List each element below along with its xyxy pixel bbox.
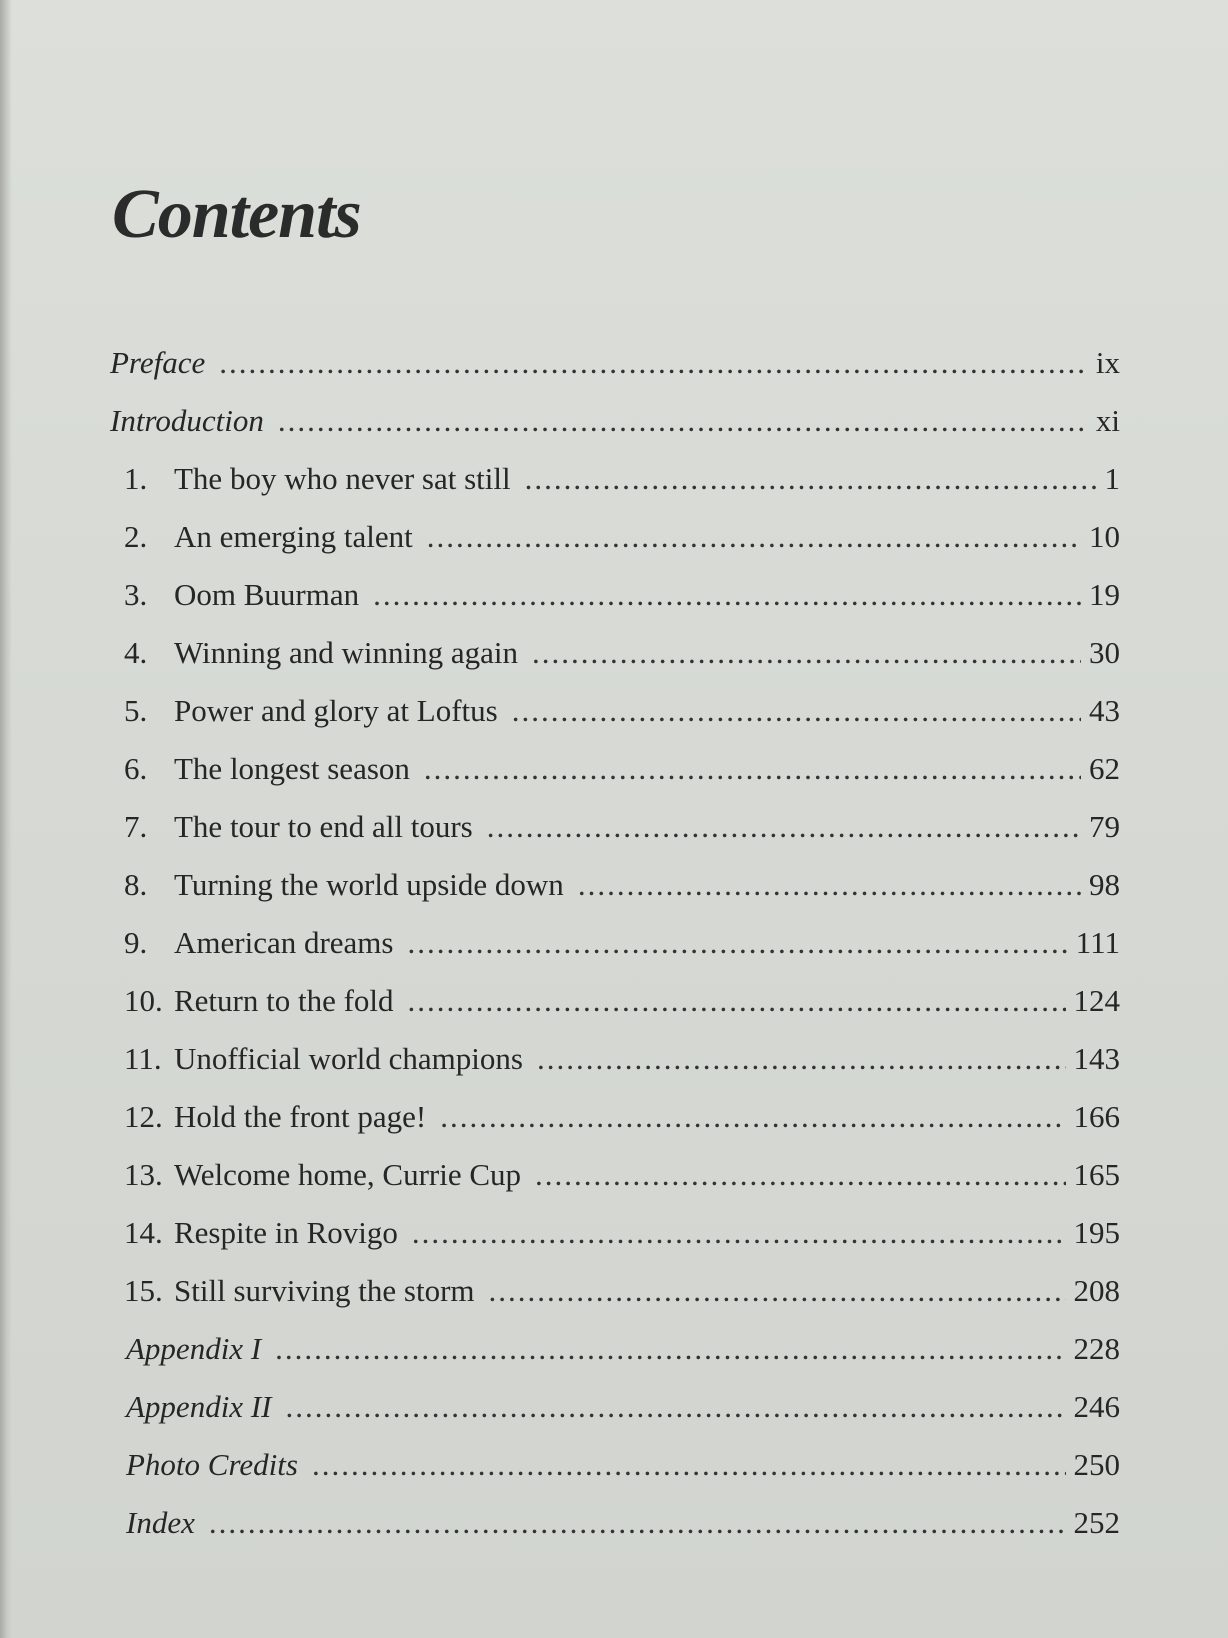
dot-leader — [535, 1157, 1065, 1193]
toc-entry — [110, 403, 1120, 461]
entry-title: Turning the world upside down — [174, 867, 564, 902]
toc-entry — [110, 1505, 1120, 1563]
dot-leader — [440, 1099, 1065, 1135]
entry-title: Hold the front page! — [174, 1099, 427, 1134]
page-number: 166 — [1073, 1099, 1120, 1134]
dot-leader — [537, 1041, 1066, 1077]
toc-entry — [110, 1157, 1120, 1215]
page-title: Contents — [112, 176, 361, 253]
toc-entry-label — [124, 461, 511, 497]
dot-leader — [427, 519, 1081, 555]
toc-entry-label — [124, 925, 393, 961]
page-number: 10 — [1089, 519, 1120, 554]
page-number: 208 — [1073, 1273, 1120, 1308]
page-number: 1 — [1104, 461, 1120, 496]
toc-entry-label — [124, 635, 518, 671]
chapter-number: 7. — [124, 809, 148, 844]
chapter-number: 2. — [124, 519, 148, 554]
page-number: 30 — [1089, 635, 1120, 670]
toc-entry-label — [126, 1505, 195, 1541]
chapter-number: 14. — [124, 1215, 163, 1250]
entry-title: The tour to end all tours — [174, 809, 473, 844]
page-number: 62 — [1089, 751, 1120, 786]
page-number: 124 — [1073, 983, 1120, 1018]
toc-entry — [110, 461, 1120, 519]
dot-leader — [578, 867, 1081, 903]
toc-entry — [110, 345, 1120, 403]
entry-title: Preface — [110, 345, 206, 380]
entry-title: Photo Credits — [126, 1447, 298, 1482]
toc-entry-label — [110, 345, 205, 381]
toc-entry-label — [124, 751, 410, 787]
chapter-number: 9. — [124, 925, 148, 960]
chapter-number: 10. — [124, 983, 163, 1018]
dot-leader — [408, 983, 1066, 1019]
toc-entry — [110, 635, 1120, 693]
page-number: 19 — [1089, 577, 1120, 612]
page-number: 111 — [1075, 925, 1120, 960]
toc-entry — [110, 751, 1120, 809]
entry-title: The longest season — [174, 751, 410, 786]
page-number: ix — [1095, 345, 1120, 380]
entry-title: Winning and winning again — [174, 635, 518, 670]
toc-entry-label — [110, 403, 264, 439]
toc-entry-label — [124, 809, 473, 845]
toc-entry-label — [126, 1447, 298, 1483]
page-number: 98 — [1089, 867, 1120, 902]
toc-entry-label — [124, 693, 498, 729]
dot-leader — [407, 925, 1067, 961]
toc-entry-label — [124, 983, 394, 1019]
toc-entry — [110, 983, 1120, 1041]
entry-title: Respite in Rovigo — [174, 1215, 398, 1250]
toc-entry — [110, 867, 1120, 925]
entry-title: Still surviving the storm — [174, 1273, 475, 1308]
toc-entry — [110, 693, 1120, 751]
toc-entry-label — [124, 519, 413, 555]
entry-title: Appendix I — [126, 1331, 262, 1366]
page-number: 252 — [1073, 1505, 1120, 1540]
toc-entry — [110, 1389, 1120, 1447]
dot-leader — [312, 1447, 1066, 1483]
dot-leader — [487, 809, 1081, 845]
entry-title: Oom Buurman — [174, 577, 360, 612]
dot-leader — [209, 1505, 1066, 1541]
entry-title: Introduction — [110, 403, 264, 438]
entry-title: Unofficial world champions — [174, 1041, 523, 1076]
toc-entry — [110, 809, 1120, 867]
toc-entry — [110, 519, 1120, 577]
toc-entry — [110, 1331, 1120, 1389]
entry-title: Appendix II — [126, 1389, 272, 1424]
page-number: 250 — [1073, 1447, 1120, 1482]
chapter-number: 4. — [124, 635, 148, 670]
toc-entry — [110, 925, 1120, 983]
page-number: 165 — [1073, 1157, 1120, 1192]
toc-entry-label — [126, 1389, 271, 1425]
toc-entry — [110, 1447, 1120, 1505]
toc-entry — [110, 1041, 1120, 1099]
dot-leader — [525, 461, 1097, 497]
entry-title: An emerging talent — [174, 519, 413, 554]
entry-title: Power and glory at Loftus — [174, 693, 498, 728]
dot-leader — [424, 751, 1081, 787]
toc-entry — [110, 577, 1120, 635]
entry-title: Return to the fold — [174, 983, 394, 1018]
toc-entry-label — [124, 577, 359, 613]
dot-leader — [275, 1331, 1065, 1367]
page-number: 228 — [1073, 1331, 1120, 1366]
table-of-contents — [110, 345, 1120, 1563]
toc-entry-label — [124, 1099, 426, 1135]
toc-entry-label — [124, 1041, 523, 1077]
chapter-number: 3. — [124, 577, 148, 612]
entry-title: The boy who never sat still — [174, 461, 511, 496]
chapter-number: 6. — [124, 751, 148, 786]
page-number: 43 — [1089, 693, 1120, 728]
entry-title: Index — [126, 1505, 195, 1540]
dot-leader — [512, 693, 1081, 729]
toc-entry — [110, 1273, 1120, 1331]
dot-leader — [412, 1215, 1066, 1251]
entry-title: Welcome home, Currie Cup — [174, 1157, 522, 1192]
toc-entry-label — [124, 1273, 475, 1309]
dot-leader — [489, 1273, 1066, 1309]
toc-entry-label — [124, 1157, 521, 1193]
toc-entry — [110, 1099, 1120, 1157]
dot-leader — [285, 1389, 1065, 1425]
entry-title: American dreams — [174, 925, 394, 960]
dot-leader — [373, 577, 1081, 613]
page-number: 246 — [1073, 1389, 1120, 1424]
chapter-number: 11. — [124, 1041, 162, 1076]
page-number: 79 — [1089, 809, 1120, 844]
page-number: 195 — [1073, 1215, 1120, 1250]
page-number: xi — [1095, 403, 1120, 438]
chapter-number: 1. — [124, 461, 148, 496]
toc-entry-label — [124, 867, 564, 903]
page-number: 143 — [1073, 1041, 1120, 1076]
chapter-number: 15. — [124, 1273, 163, 1308]
dot-leader — [532, 635, 1081, 671]
toc-entry — [110, 1215, 1120, 1273]
chapter-number: 12. — [124, 1099, 163, 1134]
dot-leader — [219, 345, 1088, 381]
dot-leader — [278, 403, 1088, 439]
chapter-number: 8. — [124, 867, 148, 902]
chapter-number: 5. — [124, 693, 148, 728]
toc-entry-label — [126, 1331, 261, 1367]
toc-entry-label — [124, 1215, 398, 1251]
chapter-number: 13. — [124, 1157, 163, 1192]
page-spine-shadow — [0, 0, 12, 1638]
